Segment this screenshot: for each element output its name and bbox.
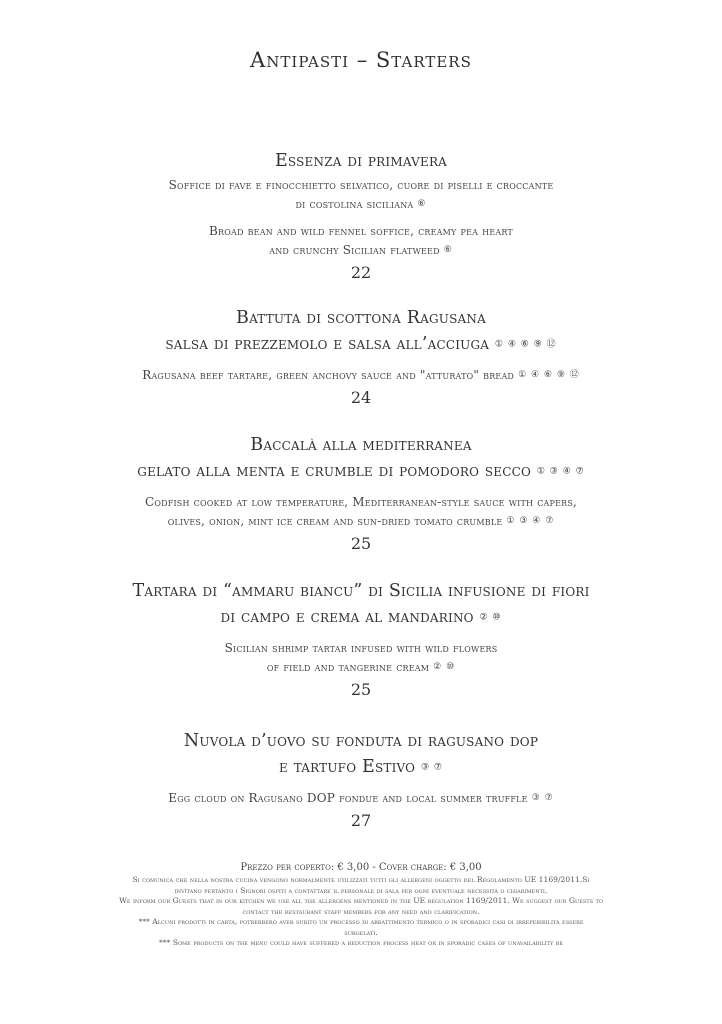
frozen-note-line: *** Alcuni prodotti in carta, potrebbero aver subito un processo di abbattimento termico o in sporadici casi di irreperibilità essere [138, 917, 584, 926]
description-line: Soffice di fave e finocchietto selvatico, cuore di piselli e croccante [168, 178, 554, 192]
dish-name [0, 728, 722, 781]
dish-name-line: di campo e crema al mandarino [220, 607, 474, 627]
dish-3 [0, 432, 722, 553]
description-line: and crunchy Sicilian flatweed [269, 243, 440, 257]
dish-name-line: Baccalà alla mediterranea [250, 435, 472, 455]
dish-name [0, 432, 722, 485]
dish-description-en [0, 493, 722, 531]
dish-description-en [0, 789, 722, 808]
description-line: Codfish cooked at low temperature, Mediterranean-style sauce with capers, [144, 494, 578, 509]
dish-name-line: gelato alla menta e crumble di pomodoro secco [137, 461, 532, 481]
allergen-note-line: contact the restaurant staff members for any need and clarification. [242, 906, 480, 916]
dish-name-line: Tartara di “ammaru biancu” di Sicilia infusione di fiori [132, 581, 590, 601]
allergen-codes: ② ⑩ [433, 661, 456, 672]
allergen-codes: ① ③ ④ ⑦ [536, 466, 585, 477]
description-line: Sicilian shrimp tartar infused with wild flowers [224, 640, 498, 655]
dish-price: 25 [350, 533, 372, 553]
dish-price: 24 [350, 387, 372, 407]
description-line: Broad bean and wild fennel soffice, creamy pea heart [209, 224, 513, 238]
dish-4 [0, 578, 722, 699]
allergen-note-line: We inform our Guests that in our kitchen we use all the allergens mentioned in the UE regulation 1169/2011. We suggest our Guests to [119, 896, 603, 905]
description-line: di costolina siciliana [295, 197, 414, 211]
description-line: olives, onion, mint ice cream and sun-dried tomato crumble [167, 513, 503, 528]
allergen-codes: ⑥ [443, 245, 453, 255]
dish-price: 27 [350, 810, 372, 830]
allergen-note-line: invitano pertanto i Signori ospiti a contattare il personale di sala per ogni eventuale necessità o chiarimenti. [174, 885, 548, 895]
dish-name-line: salsa di prezzemolo e salsa all’acciuga [165, 334, 490, 354]
dish-name-line: e tartufo Estivo [278, 757, 416, 777]
allergen-codes: ① ④ ⑥ ⑨ ⑫ [518, 369, 580, 380]
dish-name [0, 578, 722, 631]
description-line: Egg cloud on Ragusano DOP fondue and local summer truffle [168, 790, 528, 805]
cover-charge: Prezzo per coperto: € 3,00 - Cover charge: € 3,00 [240, 862, 482, 873]
allergen-codes: ① ③ ④ ⑦ [506, 515, 555, 526]
description-line: Ragusana beef tartare, green anchovy sauce and "atturato" bread [142, 367, 515, 382]
allergen-codes: ③ ⑦ [421, 762, 443, 773]
allergen-codes: ⑥ [417, 199, 427, 209]
dish-5 [0, 728, 722, 830]
dish-1 [0, 148, 722, 282]
allergen-codes: ① ④ ⑥ ⑨ ⑫ [494, 339, 557, 350]
allergen-codes: ③ ⑦ [531, 792, 554, 803]
dish-description-en [0, 222, 722, 260]
dish-price: 25 [350, 679, 372, 699]
dish-name-line: Battuta di scottona Ragusana [236, 308, 486, 328]
frozen-note-line: surgelati. [344, 927, 378, 937]
dish-description-en [0, 366, 722, 385]
description-line: of field and tangerine cream [266, 659, 430, 674]
page-title: Antipasti – Starters [250, 48, 472, 72]
dish-2 [0, 305, 722, 407]
dish-name-line: Nuvola d’uovo su fonduta di ragusano dop [183, 731, 539, 751]
dish-name-line: Essenza di primavera [274, 151, 448, 171]
allergen-note-line: Si comunica che nella nostra cucina vengono normalmente utilizzati tutti gli allergeni oggetto del Regolamento UE 1169/2011.Si [132, 875, 590, 884]
footer-notes [30, 862, 692, 949]
dish-description-en [0, 639, 722, 677]
frozen-note-line: *** Some products on the menu could have suffered a reduction process heat or in sporadic cases of unavailability be [158, 938, 564, 947]
dish-description-it [0, 176, 722, 214]
allergen-codes: ② ⑩ [479, 612, 502, 623]
dish-price: 22 [350, 263, 372, 282]
dish-name [0, 148, 722, 174]
dish-name [0, 305, 722, 358]
